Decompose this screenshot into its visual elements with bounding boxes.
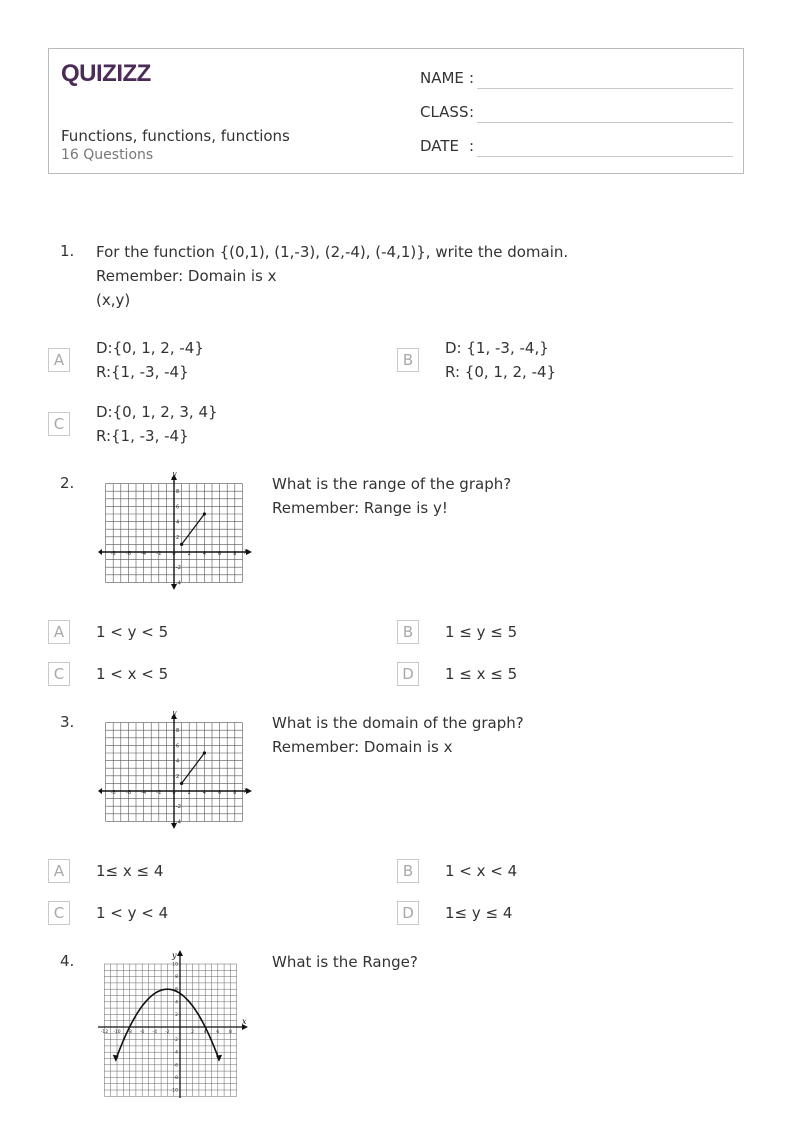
worksheet-title: Functions, functions, functions bbox=[61, 127, 290, 145]
x-tick-label: -12 bbox=[100, 1030, 109, 1035]
question-2-line: What is the range of the graph? bbox=[272, 475, 512, 493]
x-tick-label: 6 bbox=[218, 551, 222, 557]
question-1-line: (x,y) bbox=[96, 291, 131, 309]
q2-choice-d-text[interactable]: 1 ≤ x ≤ 5 bbox=[445, 665, 518, 683]
question-1-line: For the function {(0,1), (1,-3), (2,-4), (-4,1)}, write the domain. bbox=[96, 243, 569, 261]
q1-choice-b-text[interactable] bbox=[445, 336, 556, 384]
question-3-graph bbox=[98, 711, 254, 831]
choice-line: R: {0, 1, 2, -4} bbox=[445, 363, 557, 381]
segment-endpoint bbox=[180, 782, 183, 785]
x-tick-label: 6 bbox=[218, 790, 222, 796]
y-tick-label: 8 bbox=[175, 975, 178, 981]
x-tick-label: -8 bbox=[110, 551, 116, 557]
question-1-number: 1. bbox=[60, 242, 75, 260]
q2-choice-b-text[interactable]: 1 ≤ y ≤ 5 bbox=[445, 623, 518, 641]
x-tick-label: -2 bbox=[156, 551, 162, 557]
choice-line: D:{0, 1, 2, 3, 4} bbox=[96, 403, 218, 421]
y-axis-label: y bbox=[172, 711, 177, 717]
q3-choice-c-text[interactable]: 1 < y < 4 bbox=[96, 904, 169, 922]
question-4-number: 4. bbox=[60, 952, 75, 970]
x-tick-label: -6 bbox=[139, 1030, 145, 1035]
q1-choice-c-box[interactable]: C bbox=[48, 412, 70, 436]
y-tick-label: -8 bbox=[173, 1075, 178, 1081]
class-line[interactable] bbox=[477, 122, 733, 123]
x-tick-label: 2 bbox=[187, 790, 191, 796]
segment-endpoint bbox=[203, 512, 206, 515]
x-axis-arrow bbox=[98, 788, 102, 794]
x-tick-label: -2 bbox=[156, 790, 162, 796]
question-2-text bbox=[272, 472, 511, 520]
question-4-line: What is the Range? bbox=[272, 953, 418, 971]
y-tick-label: 2 bbox=[175, 1012, 178, 1018]
x-tick-label: -4 bbox=[141, 551, 147, 557]
question-3-line: What is the domain of the graph? bbox=[272, 714, 524, 732]
y-tick-label: 6 bbox=[176, 504, 180, 511]
y-tick-label: 4 bbox=[176, 758, 180, 765]
choice-line: D: {1, -3, -4,} bbox=[445, 339, 549, 357]
x-tick-label: 2 bbox=[191, 1030, 195, 1035]
name-field[interactable]: NAME : bbox=[420, 67, 733, 89]
choice-line: R:{1, -3, -4} bbox=[96, 427, 189, 445]
x-axis-arrow bbox=[98, 549, 102, 555]
worksheet-header bbox=[48, 48, 744, 174]
y-tick-label: 6 bbox=[176, 743, 180, 750]
y-tick-label: 6 bbox=[175, 987, 178, 993]
question-3-text bbox=[272, 711, 524, 759]
name-label: NAME bbox=[420, 69, 464, 87]
question-1-text bbox=[96, 240, 568, 312]
y-tick-label: 4 bbox=[175, 1000, 178, 1006]
y-tick-label: -4 bbox=[176, 580, 181, 587]
x-tick-label: -4 bbox=[141, 790, 147, 796]
x-tick-label: -2 bbox=[165, 1030, 170, 1035]
q3-choice-a-text[interactable]: 1≤ x ≤ 4 bbox=[96, 862, 164, 880]
question-2-graph bbox=[98, 472, 254, 592]
q3-choice-b-text[interactable]: 1 < x < 4 bbox=[445, 862, 518, 880]
y-tick-label: -10 bbox=[170, 1088, 178, 1094]
graph-svg bbox=[98, 472, 254, 592]
choice-line: D:{0, 1, 2, -4} bbox=[96, 339, 204, 357]
y-tick-label: 4 bbox=[176, 519, 180, 526]
graph-svg bbox=[96, 950, 248, 1100]
quizizz-logo bbox=[61, 59, 153, 91]
segment-endpoint bbox=[180, 543, 183, 546]
class-field[interactable]: CLASS : bbox=[420, 101, 733, 123]
q2-choice-c-text[interactable]: 1 < x < 5 bbox=[96, 665, 169, 683]
q3-choice-c-box[interactable]: C bbox=[48, 901, 70, 925]
question-4-graph bbox=[96, 950, 248, 1100]
q1-choice-c-text[interactable] bbox=[96, 400, 218, 448]
q3-choice-b-box[interactable]: B bbox=[397, 859, 419, 883]
y-tick-label: -6 bbox=[173, 1063, 178, 1069]
q1-choice-a-box[interactable]: A bbox=[48, 348, 70, 372]
y-tick-label: -2 bbox=[176, 804, 181, 811]
x-axis-label: x bbox=[242, 1017, 247, 1026]
choice-line: R:{1, -3, -4} bbox=[96, 363, 189, 381]
question-2-line: Remember: Range is y! bbox=[272, 499, 448, 517]
q2-choice-a-text[interactable]: 1 < y < 5 bbox=[96, 623, 169, 641]
x-tick-label: 4 bbox=[202, 551, 206, 557]
x-tick-label: 2 bbox=[187, 551, 191, 557]
y-axis-arrow bbox=[177, 950, 183, 956]
x-tick-label: -8 bbox=[127, 1030, 132, 1035]
q3-choice-d-box[interactable]: D bbox=[397, 901, 419, 925]
q3-choice-a-box[interactable]: A bbox=[48, 859, 70, 883]
y-axis-label: y bbox=[172, 951, 177, 960]
q2-choice-d-box[interactable]: D bbox=[397, 662, 419, 686]
y-tick-label: -4 bbox=[173, 1050, 178, 1056]
y-tick-label: -4 bbox=[176, 819, 181, 826]
x-tick-label: -6 bbox=[125, 790, 131, 796]
x-tick-label: -8 bbox=[110, 790, 116, 796]
x-tick-label: 8 bbox=[233, 790, 237, 796]
name-line[interactable] bbox=[477, 88, 733, 89]
q2-choice-b-box[interactable]: B bbox=[397, 620, 419, 644]
q2-choice-c-box[interactable]: C bbox=[48, 662, 70, 686]
y-tick-label: 8 bbox=[176, 489, 180, 496]
x-tick-label: -4 bbox=[152, 1030, 158, 1035]
graph-svg bbox=[98, 711, 254, 831]
y-tick-label: 2 bbox=[176, 773, 180, 780]
question-count: 16 Questions bbox=[61, 147, 154, 163]
x-tick-label: -6 bbox=[125, 551, 131, 557]
x-tick-label: 0 bbox=[172, 551, 176, 557]
x-tick-label: 8 bbox=[228, 1030, 232, 1035]
x-tick-label: -10 bbox=[113, 1030, 121, 1035]
y-tick-label: 10 bbox=[172, 962, 178, 968]
question-2-number: 2. bbox=[60, 474, 75, 492]
x-axis-label: x bbox=[244, 547, 249, 556]
x-tick-label: 4 bbox=[203, 1030, 207, 1035]
x-tick-label: 6 bbox=[216, 1030, 220, 1035]
question-3-line: Remember: Domain is x bbox=[272, 738, 453, 756]
y-tick-label: 8 bbox=[176, 728, 180, 735]
date-line[interactable] bbox=[477, 156, 733, 157]
x-axis-label: x bbox=[244, 786, 249, 795]
question-1-line: Remember: Domain is x bbox=[96, 267, 277, 285]
class-label: CLASS bbox=[420, 103, 469, 121]
date-label: DATE bbox=[420, 137, 460, 155]
q2-choice-a-box[interactable]: A bbox=[48, 620, 70, 644]
x-tick-label: 0 bbox=[172, 790, 176, 796]
y-tick-label: -2 bbox=[173, 1038, 178, 1044]
y-tick-label: -2 bbox=[176, 565, 181, 572]
y-tick-label: 2 bbox=[176, 534, 180, 541]
x-tick-label: 8 bbox=[233, 551, 237, 557]
q1-choice-b-box[interactable]: B bbox=[397, 348, 419, 372]
question-4-text bbox=[272, 950, 418, 974]
segment-endpoint bbox=[203, 751, 206, 754]
svg-text:QUIZIZZ: QUIZIZZ bbox=[61, 60, 151, 87]
date-field[interactable]: DATE : bbox=[420, 135, 733, 157]
x-tick-label: 4 bbox=[202, 790, 206, 796]
q1-choice-a-text[interactable] bbox=[96, 336, 204, 384]
question-3-number: 3. bbox=[60, 713, 75, 731]
y-axis-label: y bbox=[172, 472, 177, 478]
q3-choice-d-text[interactable]: 1≤ y ≤ 4 bbox=[445, 904, 513, 922]
